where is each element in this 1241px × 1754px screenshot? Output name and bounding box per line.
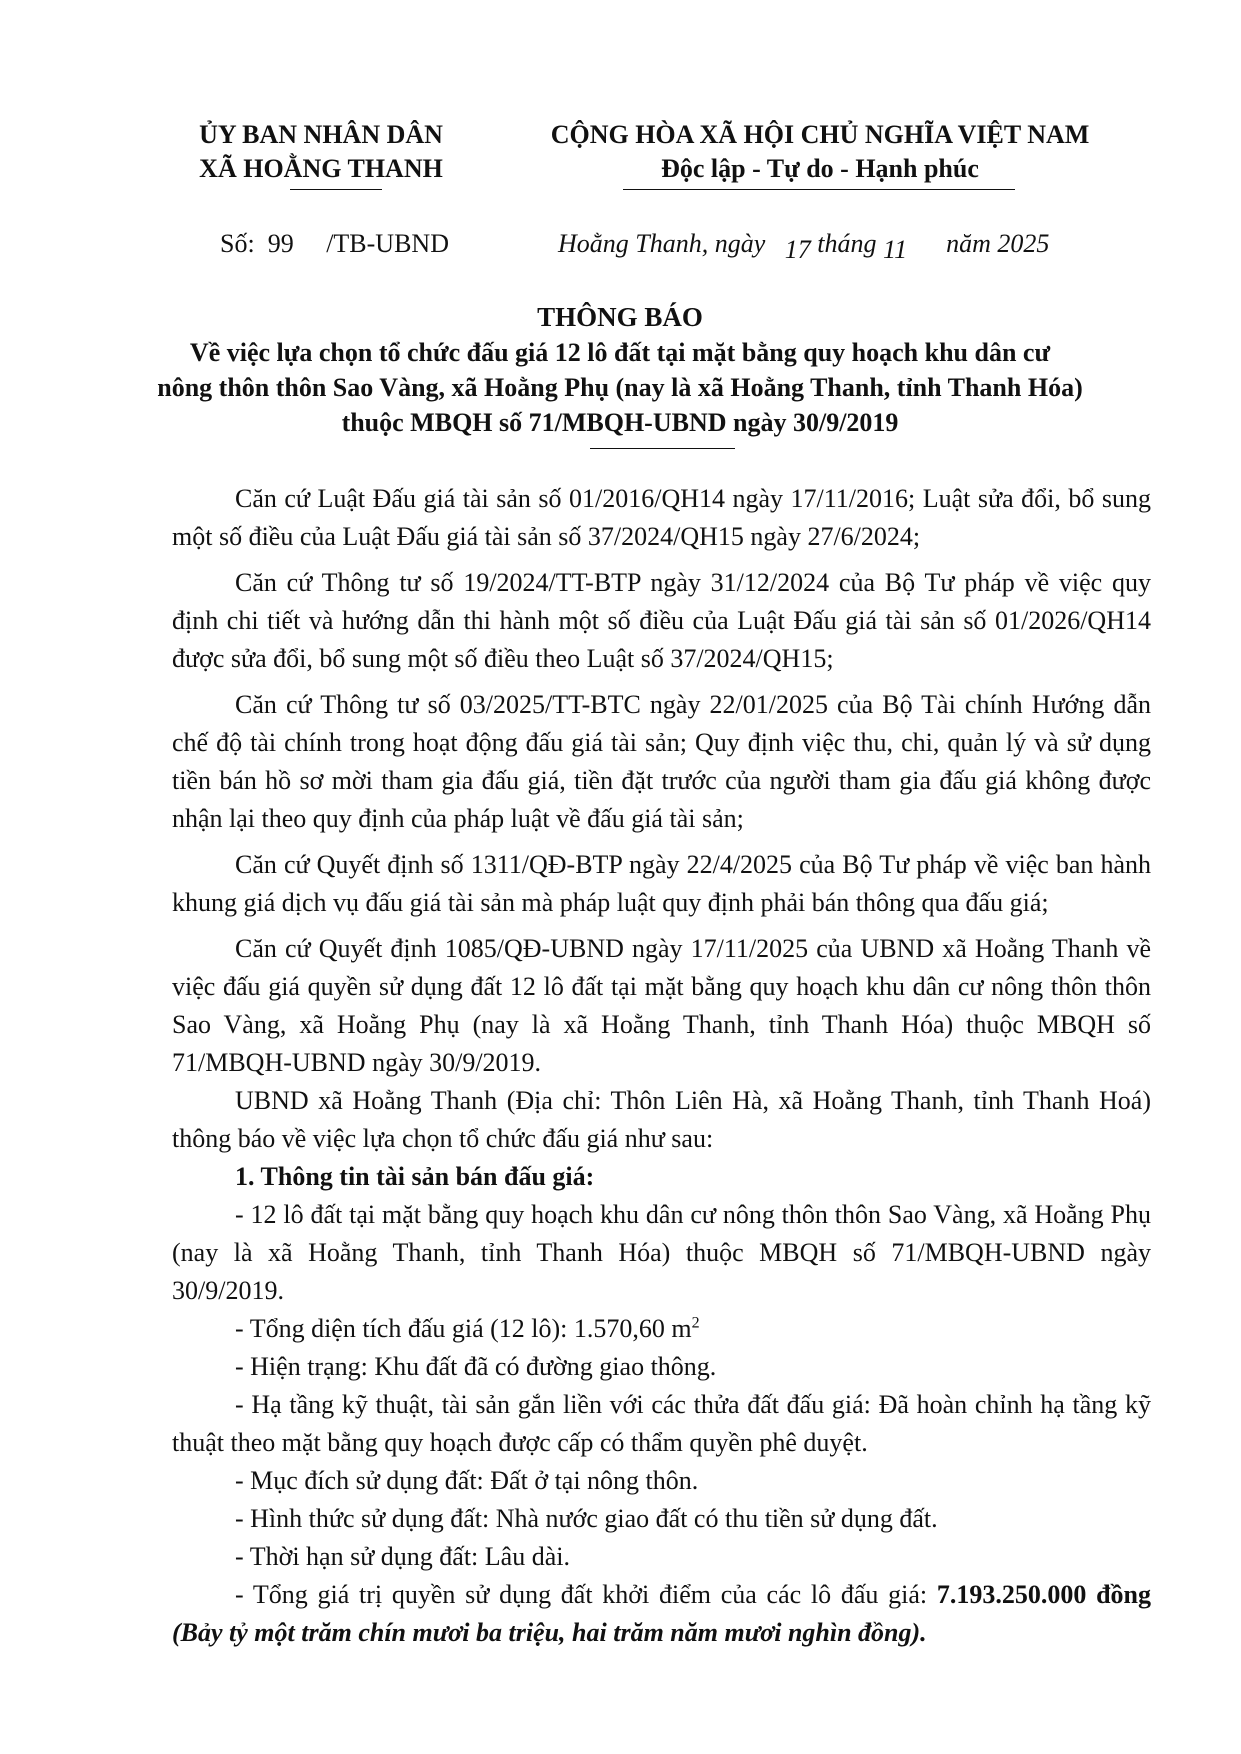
nation-line-1: CỘNG HÒA XÃ HỘI CHỦ NGHĨA VIỆT NAM: [550, 120, 1090, 149]
legal-basis-2: Căn cứ Thông tư số 19/2024/TT-BTP ngày 31/12/2024 của Bộ Tư pháp về việc quy định chi tiết và hướng dẫn thi hành một số điều của Luật Đấu giá tài sản số 01/2026/QH14 được sửa đổi, bổ sung một số điều theo Luật số 37/2024/QH15;: [172, 568, 1151, 673]
motto-underline: [623, 189, 1015, 190]
asset-item-2: [172, 1310, 1151, 1348]
legal-basis-4: Căn cứ Quyết định số 1311/QĐ-BTP ngày 22/4/2025 của Bộ Tư pháp về việc ban hành khung giá dịch vụ đấu giá tài sản mà pháp luật quy định phải bán thông qua đấu giá;: [172, 850, 1151, 917]
year-label: năm 2025: [946, 229, 1050, 258]
title-underline: [590, 448, 735, 449]
asset-item-6: - Hình thức sử dụng đất: Nhà nước giao đất có thu tiền sử dụng đất.: [235, 1504, 938, 1533]
title-line-2: nông thôn thôn Sao Vàng, xã Hoằng Phụ (nay là xã Hoằng Thanh, tỉnh Thanh Hóa): [157, 373, 1083, 402]
area-text: - Tổng diện tích đấu giá (12 lô): 1.570,60 m: [235, 1314, 692, 1343]
title-main: THÔNG BÁO: [537, 302, 703, 332]
legal-basis-1: Căn cứ Luật Đấu giá tài sản số 01/2016/QH14 ngày 17/11/2016; Luật sửa đổi, bổ sung một số điều của Luật Đấu giá tài sản số 37/2024/QH15 ngày 27/6/2024;: [172, 484, 1151, 551]
date-day: 17: [784, 235, 811, 264]
legal-basis-3: Căn cứ Thông tư số 03/2025/TT-BTC ngày 22/01/2025 của Bộ Tài chính Hướng dẫn chế độ tài chính trong hoạt động đấu giá tài sản; Quy định việc thu, chi, quản lý và sử dụng tiền bán hồ sơ mời tham gia đấu giá, tiền đặt trước của người tham gia đấu giá không được nhận lại theo quy định của pháp luật về đấu giá tài sản;: [172, 690, 1151, 833]
place-prefix: Hoằng Thanh, ngày: [558, 229, 766, 258]
so-suffix: /TB-UBND: [326, 229, 449, 258]
asset-item-3: - Hiện trạng: Khu đất đã có đường giao thông.: [235, 1352, 717, 1381]
starting-price-words: (Bảy tỷ một trăm chín mươi ba triệu, hai trăm năm mươi nghìn đồng).: [172, 1618, 927, 1647]
area-unit-sup: 2: [691, 1314, 700, 1332]
so-number: 99: [267, 229, 294, 258]
asset-item-1: - 12 lô đất tại mặt bằng quy hoạch khu dân cư nông thôn thôn Sao Vàng, xã Hoằng Phụ (nay là xã Hoằng Thanh, tỉnh Thanh Hóa) thuộc MBQH số 71/MBQH-UBND ngày 30/9/2019.: [172, 1200, 1151, 1305]
asset-item-4: - Hạ tầng kỹ thuật, tài sản gắn liền với các thửa đất đấu giá: Đã hoàn chỉnh hạ tầng kỹ thuật theo mặt bằng quy hoạch được cấp có thẩm quyền phê duyệt.: [172, 1390, 1151, 1457]
starting-price-value: 7.193.250.000 đồng: [936, 1580, 1151, 1609]
legal-basis-5: Căn cứ Quyết định 1085/QĐ-UBND ngày 17/11/2025 của UBND xã Hoằng Thanh về việc đấu giá quyền sử dụng đất 12 lô đất tại mặt bằng quy hoạch khu dân cư nông thôn thôn Sao Vàng, xã Hoằng Phụ (nay là xã Hoằng Thanh, tỉnh Thanh Hóa) thuộc MBQH số 71/MBQH-UBND ngày 30/9/2019.: [172, 934, 1151, 1077]
so-label: Số:: [220, 229, 255, 258]
authority-underline: [290, 189, 382, 190]
asset-item-8: [172, 1576, 1151, 1652]
place-and-date: [558, 227, 1050, 264]
title-line-3: thuộc MBQH số 71/MBQH-UBND ngày 30/9/2019: [341, 408, 899, 437]
announcement-intro: UBND xã Hoằng Thanh (Địa chỉ: Thôn Liên Hà, xã Hoằng Thanh, tỉnh Thanh Hoá) thông báo về việc lựa chọn tổ chức đấu giá như sau:: [172, 1086, 1151, 1153]
asset-item-7: - Thời hạn sử dụng đất: Lâu dài.: [235, 1542, 570, 1571]
date-month: 11: [883, 235, 908, 264]
title-line-1: Về việc lựa chọn tổ chức đấu giá 12 lô đất tại mặt bằng quy hoạch khu dân cư: [189, 338, 1051, 367]
nation-line-2: Độc lập - Tự do - Hạnh phúc: [661, 154, 979, 183]
document-number: [220, 227, 449, 261]
issuing-authority: [196, 118, 446, 186]
document-title: [150, 300, 1090, 440]
national-motto: [520, 118, 1120, 186]
document-body: [172, 480, 1151, 1652]
section-1-heading: 1. Thông tin tài sản bán đấu giá:: [235, 1162, 595, 1191]
org-line-2: XÃ HOẰNG THANH: [199, 154, 443, 183]
org-line-1: ỦY BAN NHÂN DÂN: [199, 120, 443, 149]
asset-item-5: - Mục đích sử dụng đất: Đất ở tại nông thôn.: [235, 1466, 699, 1495]
starting-price-label: - Tổng giá trị quyền sử dụng đất khởi điểm của các lô đấu giá:: [235, 1580, 937, 1609]
month-label: tháng: [817, 229, 877, 258]
